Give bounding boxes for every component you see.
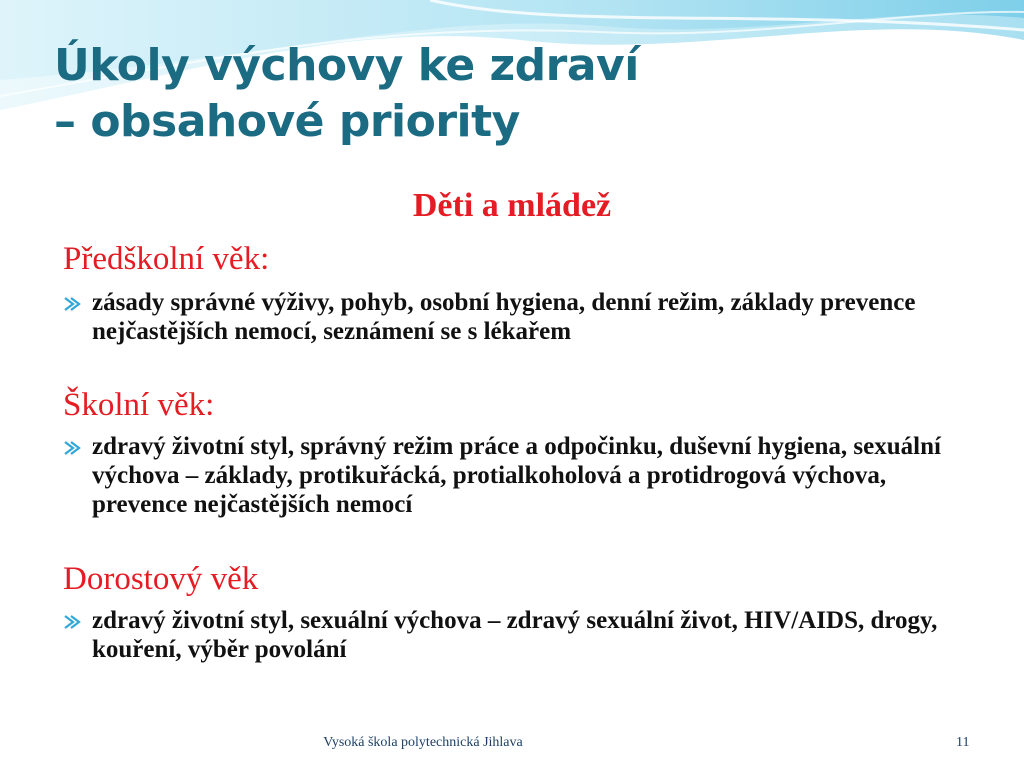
bullet-item-preschool [63, 288, 983, 346]
slide-subtitle: Děti a mládež [412, 187, 612, 224]
bullet-text-adolescent: zdravý životní styl, sexuální výchova – zdravý sexuální život, HIV/AIDS, drogy, kouření, výběr povolání [92, 607, 938, 663]
bullet-item-adolescent [63, 606, 983, 664]
section-heading-school: Školní věk: [63, 387, 215, 423]
section-heading-preschool: Předškolní věk: [63, 241, 270, 277]
section-heading-adolescent: Dorostový věk [63, 561, 259, 597]
bullet-text-school: zdravý životní styl, správný režim práce a odpočinku, duševní hygiena, sexuální výchova – základy, protikuřácká, protialkoholová a protidrogová výchova, prevence nejčastějších nemocí [92, 433, 941, 518]
arrow-bullet-icon [63, 296, 81, 312]
title-line-2: – obsahové priority [54, 96, 520, 147]
footer-institution: Vysoká škola polytechnická Jihlava [323, 735, 523, 750]
arrow-bullet-icon [63, 614, 81, 630]
bullet-item-school [63, 432, 983, 519]
arrow-bullet-icon [63, 440, 81, 456]
title-line-1: Úkoly výchovy ke zdraví [54, 40, 639, 91]
page-number: 11 [956, 735, 970, 750]
slide-title [54, 38, 954, 150]
bullet-text-preschool: zásady správné výživy, pohyb, osobní hygiena, denní režim, základy prevence nejčastějších nemocí, seznámení se s lékařem [92, 289, 916, 345]
